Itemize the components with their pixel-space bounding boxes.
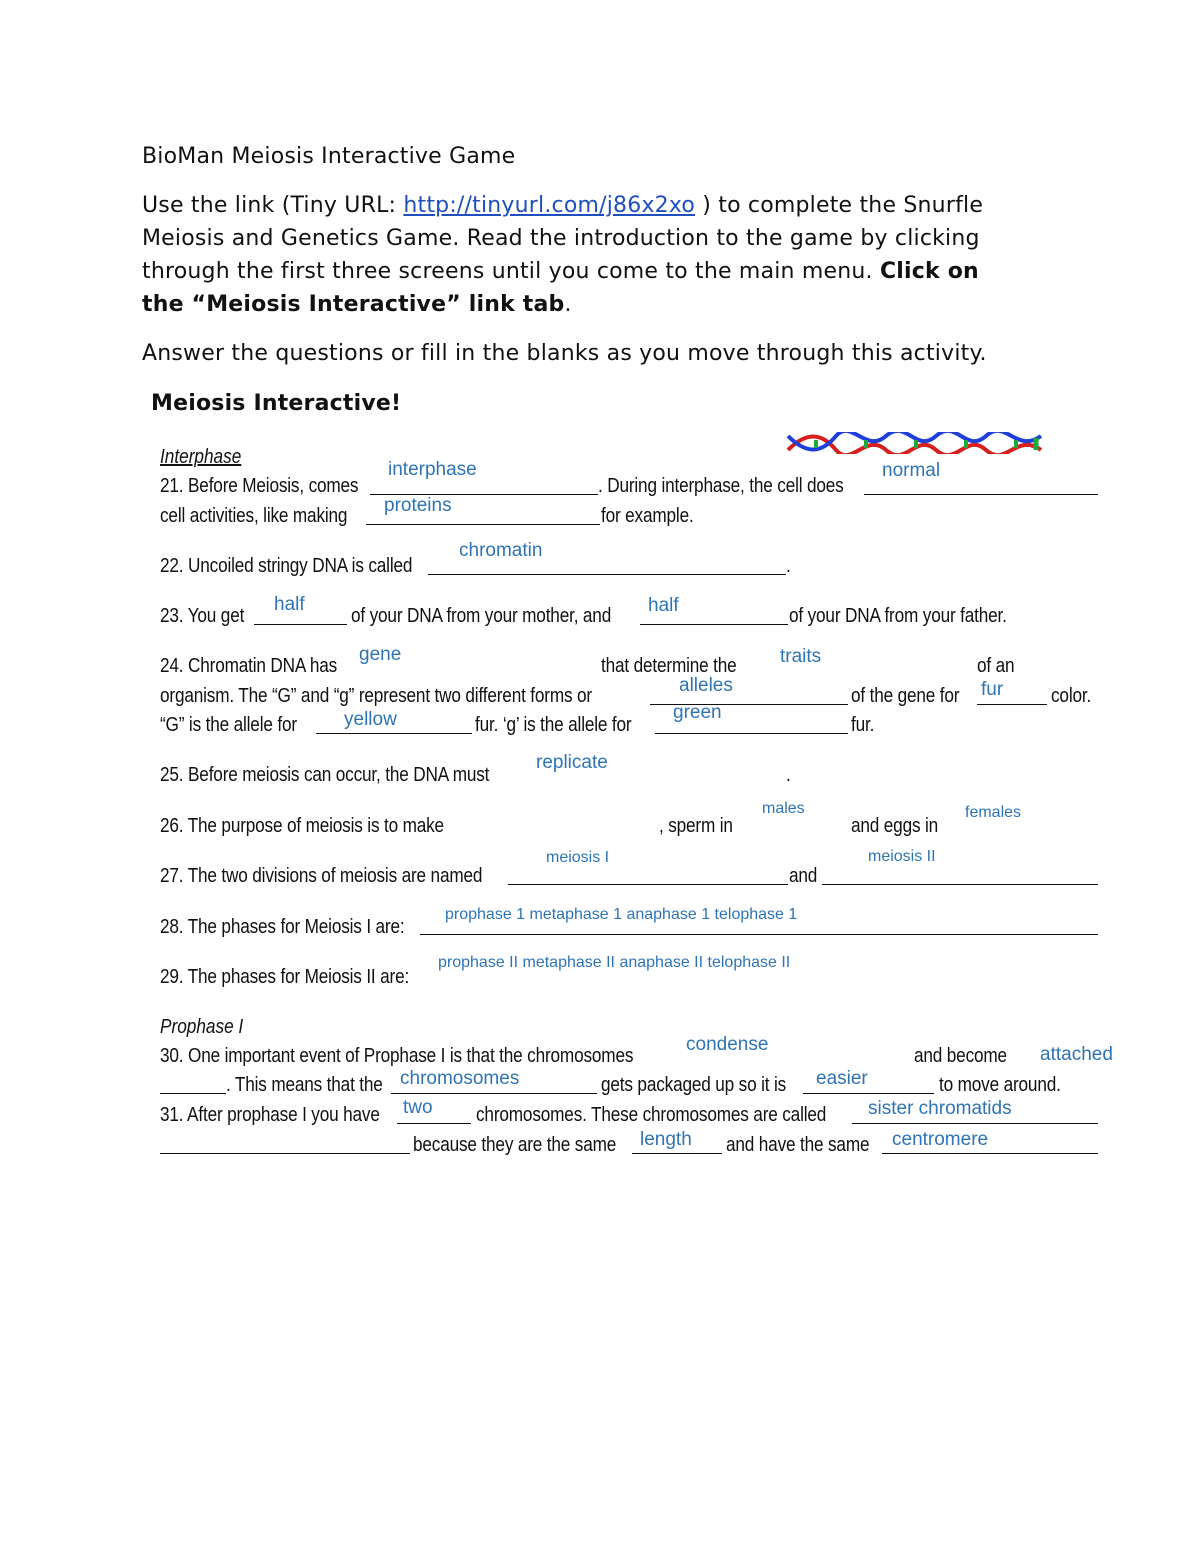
answer-blank[interactable] bbox=[428, 574, 786, 575]
answer-text: yellow bbox=[344, 709, 397, 730]
answer-text: two bbox=[403, 1097, 433, 1118]
intro-line-4 bbox=[142, 292, 572, 317]
worksheet-heading: Meiosis Interactive! bbox=[151, 391, 402, 416]
answer-blank[interactable] bbox=[632, 1153, 722, 1154]
intro-text: through the first three screens until you come to the main menu. bbox=[142, 259, 880, 284]
q24-text: “G” is the allele for bbox=[160, 714, 297, 736]
answer-text: males bbox=[762, 800, 805, 817]
answer-text: proteins bbox=[384, 495, 452, 516]
answer-text: length bbox=[640, 1129, 692, 1150]
answer-blank[interactable] bbox=[391, 1093, 597, 1094]
answer-text: traits bbox=[780, 646, 822, 667]
q30-text: to move around. bbox=[939, 1074, 1061, 1096]
intro-text: . bbox=[564, 292, 572, 317]
intro-bold-text: the “Meiosis Interactive” link tab bbox=[142, 292, 565, 317]
q26-text: , sperm in bbox=[659, 815, 733, 837]
answer-text: prophase II metaphase II anaphase II telophase II bbox=[438, 954, 791, 971]
q24-text: organism. The “G” and “g” represent two different forms or bbox=[160, 685, 593, 707]
section-interphase: Interphase bbox=[160, 446, 242, 468]
q30-text: and become bbox=[914, 1045, 1007, 1067]
answer-text: meiosis I bbox=[546, 849, 610, 866]
q21-text: . During interphase, the cell does bbox=[598, 475, 844, 497]
answer-text: normal bbox=[882, 460, 941, 481]
answer-text: gene bbox=[359, 644, 402, 665]
q24-text: of an bbox=[977, 655, 1015, 677]
answer-text: fur bbox=[981, 679, 1004, 700]
answer-text: interphase bbox=[388, 459, 477, 480]
q24-text: fur. ‘g’ is the allele for bbox=[475, 714, 632, 736]
answer-text: half bbox=[274, 594, 305, 615]
answer-blank[interactable] bbox=[882, 1153, 1098, 1154]
q22-text: 22. Uncoiled stringy DNA is called bbox=[160, 555, 413, 577]
q30-text: 30. One important event of Prophase I is that the chromosomes bbox=[160, 1045, 634, 1067]
q31-text: chromosomes. These chromosomes are called bbox=[476, 1104, 827, 1126]
tiny-url-link[interactable]: http://tinyurl.com/j86x2xo bbox=[403, 193, 696, 218]
document-title: BioMan Meiosis Interactive Game bbox=[142, 144, 516, 169]
q24-text: that determine the bbox=[601, 655, 737, 677]
answer-blank[interactable] bbox=[397, 1123, 471, 1124]
q24-text: color. bbox=[1051, 685, 1092, 707]
section-prophase: Prophase I bbox=[160, 1016, 244, 1038]
q27-text: 27. The two divisions of meiosis are named bbox=[160, 865, 483, 887]
q26-text: 26. The purpose of meiosis is to make bbox=[160, 815, 444, 837]
answer-text: half bbox=[648, 595, 679, 616]
answer-blank[interactable] bbox=[316, 733, 472, 734]
q24-text: of the gene for bbox=[851, 685, 960, 707]
answer-text: condense bbox=[686, 1034, 769, 1055]
answer-text: attached bbox=[1040, 1044, 1113, 1065]
answer-blank[interactable] bbox=[420, 934, 1098, 935]
q21-text: 21. Before Meiosis, comes bbox=[160, 475, 359, 497]
intro-text: ) to complete the Snurfle bbox=[695, 193, 984, 218]
answer-blank[interactable] bbox=[254, 624, 347, 625]
q30-text: gets packaged up so it is bbox=[601, 1074, 787, 1096]
intro-text: Use the link (Tiny URL: bbox=[142, 193, 404, 218]
answer-text: replicate bbox=[536, 752, 608, 773]
answer-blank[interactable] bbox=[160, 1153, 410, 1154]
q31-text: 31. After prophase I you have bbox=[160, 1104, 380, 1126]
answer-text: sister chromatids bbox=[868, 1098, 1012, 1119]
instructions: Answer the questions or fill in the blanks as you move through this activity. bbox=[142, 341, 987, 366]
q23-text: 23. You get bbox=[160, 605, 245, 627]
q28-text: 28. The phases for Meiosis I are: bbox=[160, 916, 405, 938]
q25-text: . bbox=[786, 764, 791, 786]
answer-text: chromatin bbox=[459, 540, 543, 561]
answer-text: meiosis II bbox=[868, 848, 936, 865]
q21-text: cell activities, like making bbox=[160, 505, 348, 527]
intro-bold-text: Click on bbox=[879, 259, 979, 284]
q22-text: . bbox=[786, 555, 791, 577]
q27-text: and bbox=[789, 865, 818, 887]
answer-blank[interactable] bbox=[655, 733, 848, 734]
dna-helix-icon bbox=[786, 432, 1044, 454]
q26-text: and eggs in bbox=[851, 815, 939, 837]
q25-text: 25. Before meiosis can occur, the DNA must bbox=[160, 764, 490, 786]
answer-text: females bbox=[965, 804, 1022, 821]
answer-text: alleles bbox=[679, 675, 733, 696]
answer-blank[interactable] bbox=[640, 624, 788, 625]
answer-blank[interactable] bbox=[366, 524, 600, 525]
q21-text: for example. bbox=[601, 505, 694, 527]
q30-text: . This means that the bbox=[226, 1074, 383, 1096]
q24-text: fur. bbox=[851, 714, 875, 736]
q29-text: 29. The phases for Meiosis II are: bbox=[160, 966, 410, 988]
answer-text: easier bbox=[816, 1068, 868, 1089]
q23-text: of your DNA from your mother, and bbox=[351, 605, 612, 627]
intro-line-2: Meiosis and Genetics Game. Read the introduction to the game by clicking bbox=[142, 226, 980, 251]
answer-blank[interactable] bbox=[508, 884, 788, 885]
answer-blank[interactable] bbox=[822, 884, 1098, 885]
answer-text: chromosomes bbox=[400, 1068, 520, 1089]
answer-text: centromere bbox=[892, 1129, 989, 1150]
intro-line-1 bbox=[142, 193, 983, 218]
answer-blank[interactable] bbox=[864, 494, 1098, 495]
q31-text: because they are the same bbox=[413, 1134, 617, 1156]
answer-blank[interactable] bbox=[803, 1093, 934, 1094]
q31-text: and have the same bbox=[726, 1134, 870, 1156]
answer-text: prophase 1 metaphase 1 anaphase 1 telophase 1 bbox=[445, 906, 798, 923]
q23-text: of your DNA from your father. bbox=[789, 605, 1007, 627]
q24-text: 24. Chromatin DNA has bbox=[160, 655, 338, 677]
answer-text: green bbox=[673, 702, 722, 723]
answer-blank[interactable] bbox=[160, 1093, 226, 1094]
answer-blank[interactable] bbox=[852, 1123, 1098, 1124]
answer-blank[interactable] bbox=[977, 704, 1047, 705]
intro-line-3 bbox=[142, 259, 979, 284]
